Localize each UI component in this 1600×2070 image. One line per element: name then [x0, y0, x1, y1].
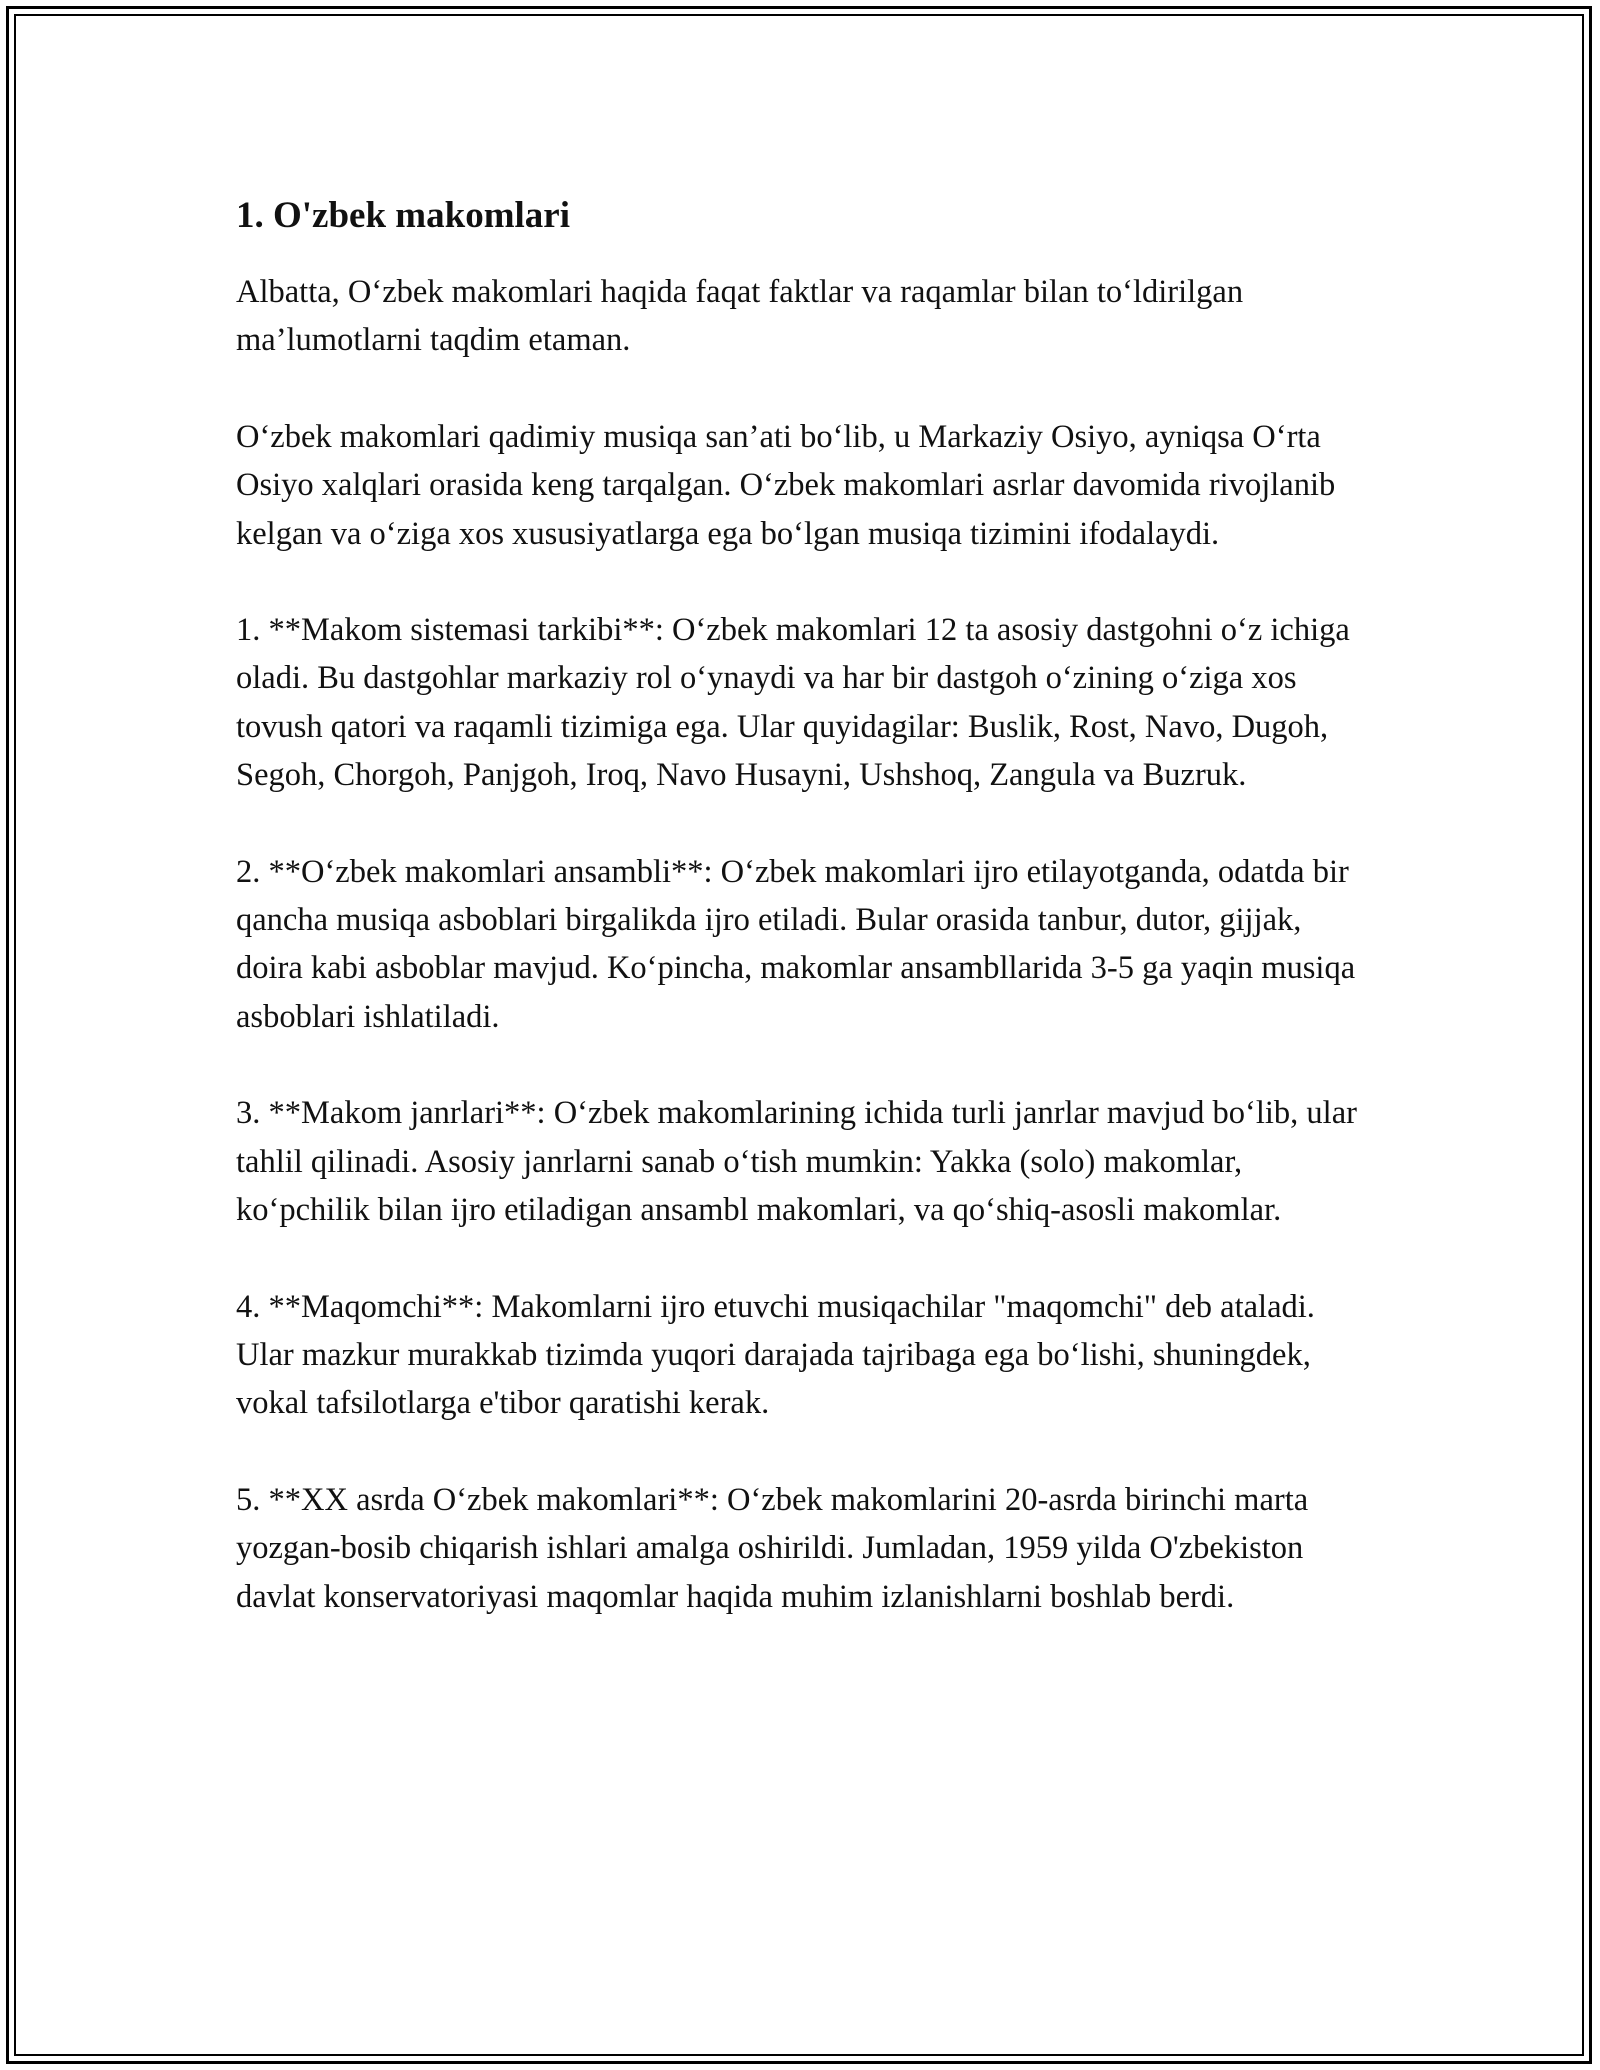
overview-paragraph: O‘zbek makomlari qadimiy musiqa san’ati bo‘lib, u Markaziy Osiyo, ayniqsa O‘rta Osiyo xalqlari orasida keng tarqalgan. O‘zbek makomlari asrlar davomida rivojlanib kelgan va o‘ziga xos xususiyatlarga ega bo‘lgan musiqa tizimini ifodalaydi.	[236, 418, 1336, 552]
document-title: 1. O'zbek makomlari	[236, 195, 571, 236]
intro-paragraph: Albatta, O‘zbek makomlari haqida faqat faktlar va raqamlar bilan to‘ldirilgan ma’lumotlarni taqdim etaman.	[236, 274, 1244, 359]
document-body	[236, 188, 1366, 1669]
list-item-ensemble: 2. **O‘zbek makomlari ansambli**: O‘zbek makomlari ijro etilayotganda, odatda bir qancha musiqa asboblari birgalikda ijro etiladi. Bular orasida tanbur, dutor, gijjak, doira kabi asboblar mavjud. Ko‘pincha, makomlar ansambllarida 3-5 ga yaqin musiqa asboblari ishlatiladi.	[236, 853, 1356, 1035]
list-item-makom-system: 1. **Makom sistemasi tarkibi**: O‘zbek makomlari 12 ta asosiy dastgohni o‘z ichiga oladi. Bu dastgohlar markaziy rol o‘ynaydi va har bir dastgoh o‘zining o‘ziga xos tovush qatori va raqamli tizimiga ega. Ular quyidagilar: Buslik, Rost, Navo, Dugoh, Segoh, Chorgoh, Panjgoh, Iroq, Navo Husayni, Ushshoq, Zangula va Buzruk.	[236, 612, 1350, 794]
list-item-maqomchi: 4. **Maqomchi**: Makomlarni ijro etuvchi musiqachilar "maqomchi" deb ataladi. Ular mazkur murakkab tizimda yuqori darajada tajribaga ega bo‘lishi, shuningdek, vokal tafsilotlarga e'tibor qaratishi kerak.	[236, 1288, 1315, 1422]
list-item-genres: 3. **Makom janrlari**: O‘zbek makomlarining ichida turli janrlar mavjud bo‘lib, ular tahlil qilinadi. Asosiy janrlarni sanab o‘tish mumkin: Yakka (solo) makomlar, ko‘pchilik bilan ijro etiladigan ansambl makomlari, va qo‘shiq-asosli makomlar.	[236, 1095, 1357, 1229]
list-item-20th-century: 5. **XX asrda O‘zbek makomlari**: O‘zbek makomlarini 20-asrda birinchi marta yozgan-bosib chiqarish ishlari amalga oshirildi. Jumladan, 1959 yilda O'zbekiston davlat konservatoriyasi maqomlar haqida muhim izlanishlarni boshlab berdi.	[236, 1481, 1309, 1615]
